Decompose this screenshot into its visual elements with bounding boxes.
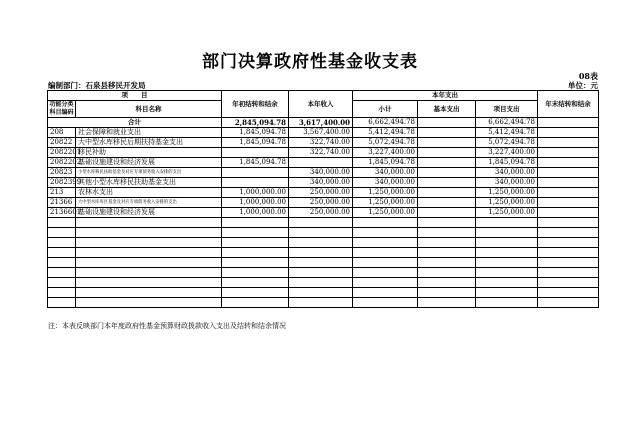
subject-name-cell: 其他小型水库移民扶助基金支出 bbox=[76, 178, 222, 188]
carryover-end-cell bbox=[538, 178, 599, 188]
unit-label: 单位：元 bbox=[568, 81, 598, 90]
subtotal-cell: 3,227,400.00 bbox=[353, 148, 418, 158]
carryover-end-cell bbox=[538, 238, 599, 248]
func-code-cell bbox=[48, 298, 76, 308]
subtotal-cell: 340,000.00 bbox=[353, 168, 418, 178]
dept-label: 编制部门：石泉县移民开发局 bbox=[48, 81, 146, 90]
subtotal-cell: 340,000.00 bbox=[353, 178, 418, 188]
carryover-end-cell bbox=[538, 298, 599, 308]
carryover-end-cell bbox=[538, 228, 599, 238]
table-row bbox=[48, 208, 599, 218]
basic-cell bbox=[418, 188, 476, 198]
carryover-end-cell bbox=[538, 138, 599, 148]
carryover-start-cell bbox=[222, 258, 289, 268]
project-exp-cell: 340,000.00 bbox=[476, 178, 538, 188]
subject-name-cell: 基础设施建设和经济发展 bbox=[76, 208, 222, 218]
income-cell: 250,000.00 bbox=[289, 208, 353, 218]
basic-cell bbox=[418, 288, 476, 298]
income-cell: 3,567,400.00 bbox=[289, 128, 353, 138]
total-income: 3,617,400.00 bbox=[289, 118, 353, 128]
carryover-end-cell bbox=[538, 188, 599, 198]
subtotal-cell bbox=[353, 278, 418, 288]
subtotal-cell: 5,412,494.78 bbox=[353, 128, 418, 138]
header-subject-name: 科目名称 bbox=[76, 101, 222, 118]
carryover-end-cell bbox=[538, 288, 599, 298]
table-row bbox=[48, 238, 599, 248]
carryover-start-cell bbox=[222, 218, 289, 228]
func-code-cell bbox=[48, 258, 76, 268]
subject-name-cell: 基础设施建设和经济发展 bbox=[76, 158, 222, 168]
header-expense: 本年支出 bbox=[353, 91, 538, 101]
income-cell bbox=[289, 248, 353, 258]
project-exp-cell bbox=[476, 268, 538, 278]
func-code-cell: 208 bbox=[48, 128, 76, 138]
subtotal-cell bbox=[353, 218, 418, 228]
header-carryover-start: 年初结转和结余 bbox=[222, 91, 289, 118]
carryover-start-cell bbox=[222, 178, 289, 188]
table-row bbox=[48, 138, 599, 148]
carryover-end-cell bbox=[538, 128, 599, 138]
subject-name-cell: 移民补助 bbox=[76, 148, 222, 158]
project-exp-cell: 5,072,494.78 bbox=[476, 138, 538, 148]
table-row bbox=[48, 218, 599, 228]
table-row bbox=[48, 248, 599, 258]
header-func-code: 功能分类科目编码 bbox=[49, 101, 74, 116]
subtotal-cell: 1,250,000.00 bbox=[353, 198, 418, 208]
table-row bbox=[48, 188, 599, 198]
income-cell bbox=[289, 258, 353, 268]
table-row bbox=[48, 128, 599, 138]
carryover-start-cell bbox=[222, 238, 289, 248]
income-cell bbox=[289, 228, 353, 238]
basic-cell bbox=[418, 198, 476, 208]
total-label: 合计 bbox=[48, 118, 222, 128]
func-code-cell bbox=[48, 228, 76, 238]
carryover-start-cell bbox=[222, 148, 289, 158]
income-cell bbox=[289, 238, 353, 248]
income-cell bbox=[289, 218, 353, 228]
basic-cell bbox=[418, 278, 476, 288]
table-row bbox=[48, 278, 599, 288]
subject-name-cell bbox=[76, 248, 222, 258]
table-row bbox=[48, 178, 599, 188]
carryover-start-cell: 1,845,094.78 bbox=[222, 158, 289, 168]
project-exp-cell: 1,250,000.00 bbox=[476, 198, 538, 208]
footnote: 注：本表反映部门本年度政府性基金预算财政拨款收入支出及结转和结余情况 bbox=[48, 322, 286, 330]
subject-name-cell: 农林水支出 bbox=[76, 188, 222, 198]
subtotal-cell: 5,072,494.78 bbox=[353, 138, 418, 148]
func-code-cell bbox=[48, 248, 76, 258]
basic-cell bbox=[418, 168, 476, 178]
func-code-cell bbox=[48, 268, 76, 278]
project-exp-cell: 1,250,000.00 bbox=[476, 208, 538, 218]
carryover-start-cell: 1,000,000.00 bbox=[222, 188, 289, 198]
func-code-cell: 2082201 bbox=[48, 148, 76, 158]
subtotal-cell bbox=[353, 248, 418, 258]
header-project-exp: 项目支出 bbox=[476, 101, 538, 118]
subject-name-cell bbox=[76, 278, 222, 288]
subject-name-cell bbox=[76, 218, 222, 228]
table-row bbox=[48, 258, 599, 268]
carryover-end-cell bbox=[538, 248, 599, 258]
subject-name-cell bbox=[76, 298, 222, 308]
func-code-cell bbox=[48, 288, 76, 298]
project-exp-cell bbox=[476, 278, 538, 288]
project-exp-cell bbox=[476, 218, 538, 228]
subject-name-cell bbox=[76, 228, 222, 238]
table-row bbox=[48, 228, 599, 238]
carryover-start-cell: 1,000,000.00 bbox=[222, 198, 289, 208]
carryover-end-cell bbox=[538, 158, 599, 168]
subtotal-cell bbox=[353, 268, 418, 278]
subject-name-cell bbox=[76, 238, 222, 248]
header-row-1 bbox=[48, 91, 599, 101]
fund-table bbox=[47, 90, 599, 308]
header-project: 项 目 bbox=[48, 91, 222, 101]
func-code-cell bbox=[48, 278, 76, 288]
form-number: 08表 bbox=[578, 71, 598, 81]
subtotal-cell bbox=[353, 258, 418, 268]
header-income: 本年收入 bbox=[289, 91, 353, 118]
carryover-start-cell bbox=[222, 248, 289, 258]
func-code-cell: 2082202 bbox=[48, 158, 76, 168]
func-code-cell bbox=[48, 238, 76, 248]
basic-cell bbox=[418, 238, 476, 248]
func-code-cell: 20823 bbox=[48, 168, 76, 178]
carryover-end-cell bbox=[538, 168, 599, 178]
project-exp-cell: 1,845,094.78 bbox=[476, 158, 538, 168]
project-exp-cell bbox=[476, 288, 538, 298]
subtotal-cell bbox=[353, 238, 418, 248]
subtotal-cell bbox=[353, 288, 418, 298]
total-row bbox=[48, 118, 599, 128]
header-carryover-end: 年末结转和结余 bbox=[538, 91, 599, 118]
income-cell bbox=[289, 288, 353, 298]
subtotal-cell: 1,250,000.00 bbox=[353, 208, 418, 218]
subject-name-cell: 社会保障和就业支出 bbox=[76, 128, 222, 138]
subject-name-cell bbox=[76, 288, 222, 298]
table-row bbox=[48, 288, 599, 298]
project-exp-cell: 3,227,400.00 bbox=[476, 148, 538, 158]
basic-cell bbox=[418, 268, 476, 278]
carryover-start-cell bbox=[222, 168, 289, 178]
subtotal-cell: 1,845,094.78 bbox=[353, 158, 418, 168]
basic-cell bbox=[418, 248, 476, 258]
basic-cell bbox=[418, 128, 476, 138]
total-project-exp: 6,662,494.78 bbox=[476, 118, 538, 128]
basic-cell bbox=[418, 178, 476, 188]
table-row bbox=[48, 198, 599, 208]
func-code-cell: 20822 bbox=[48, 138, 76, 148]
basic-cell bbox=[418, 138, 476, 148]
report-title: 部门决算政府性基金收支表 bbox=[202, 52, 418, 72]
carryover-start-cell: 1,845,094.78 bbox=[222, 128, 289, 138]
basic-cell bbox=[418, 298, 476, 308]
project-exp-cell bbox=[476, 238, 538, 248]
income-cell: 340,000.00 bbox=[289, 178, 353, 188]
project-exp-cell bbox=[476, 248, 538, 258]
table-row bbox=[48, 158, 599, 168]
subject-name-cell: 小型水库移民扶助基金及对应专项债务收入安排的支出 bbox=[76, 168, 222, 178]
func-code-cell: 21366 bbox=[48, 198, 76, 208]
basic-cell bbox=[418, 208, 476, 218]
carryover-end-cell bbox=[538, 258, 599, 268]
subject-name-cell: 大中型水库库区基金及对应专项债务收入安排的支出 bbox=[76, 198, 222, 208]
carryover-start-cell bbox=[222, 228, 289, 238]
income-cell bbox=[289, 298, 353, 308]
func-code-cell: 2136601 bbox=[48, 208, 76, 218]
header-subtotal: 小计 bbox=[353, 101, 418, 118]
project-exp-cell bbox=[476, 298, 538, 308]
income-cell: 250,000.00 bbox=[289, 188, 353, 198]
total-subtotal: 6,662,494.78 bbox=[353, 118, 418, 128]
carryover-end-cell bbox=[538, 148, 599, 158]
subtotal-cell bbox=[353, 228, 418, 238]
carryover-end-cell bbox=[538, 278, 599, 288]
basic-cell bbox=[418, 218, 476, 228]
total-carryover-end bbox=[538, 118, 599, 128]
table-row bbox=[48, 148, 599, 158]
basic-cell bbox=[418, 148, 476, 158]
carryover-start-cell: 1,000,000.00 bbox=[222, 208, 289, 218]
carryover-end-cell bbox=[538, 218, 599, 228]
table-row bbox=[48, 268, 599, 278]
income-cell: 322,740.00 bbox=[289, 148, 353, 158]
total-basic bbox=[418, 118, 476, 128]
project-exp-cell: 1,250,000.00 bbox=[476, 188, 538, 198]
income-cell bbox=[289, 158, 353, 168]
table-row bbox=[48, 298, 599, 308]
income-cell bbox=[289, 268, 353, 278]
carryover-start-cell bbox=[222, 278, 289, 288]
project-exp-cell: 5,412,494.78 bbox=[476, 128, 538, 138]
carryover-end-cell bbox=[538, 208, 599, 218]
carryover-start-cell bbox=[222, 268, 289, 278]
func-code-cell bbox=[48, 218, 76, 228]
subject-name-cell bbox=[76, 258, 222, 268]
carryover-start-cell bbox=[222, 298, 289, 308]
func-code-cell: 213 bbox=[48, 188, 76, 198]
basic-cell bbox=[418, 158, 476, 168]
project-exp-cell bbox=[476, 228, 538, 238]
func-code-cell: 2082399 bbox=[48, 178, 76, 188]
carryover-start-cell bbox=[222, 288, 289, 298]
income-cell bbox=[289, 278, 353, 288]
carryover-end-cell bbox=[538, 268, 599, 278]
subject-name-cell: 大中型水库移民后期扶持基金支出 bbox=[76, 138, 222, 148]
carryover-end-cell bbox=[538, 198, 599, 208]
header-basic: 基本支出 bbox=[418, 101, 476, 118]
project-exp-cell bbox=[476, 258, 538, 268]
income-cell: 322,740.00 bbox=[289, 138, 353, 148]
income-cell: 340,000.00 bbox=[289, 168, 353, 178]
subject-name-cell bbox=[76, 268, 222, 278]
carryover-start-cell: 1,845,094.78 bbox=[222, 138, 289, 148]
basic-cell bbox=[418, 258, 476, 268]
project-exp-cell: 340,000.00 bbox=[476, 168, 538, 178]
income-cell: 250,000.00 bbox=[289, 198, 353, 208]
table-row bbox=[48, 168, 599, 178]
subtotal-cell bbox=[353, 298, 418, 308]
subtotal-cell: 1,250,000.00 bbox=[353, 188, 418, 198]
total-carryover-start: 2,845,094.78 bbox=[222, 118, 289, 128]
basic-cell bbox=[418, 228, 476, 238]
